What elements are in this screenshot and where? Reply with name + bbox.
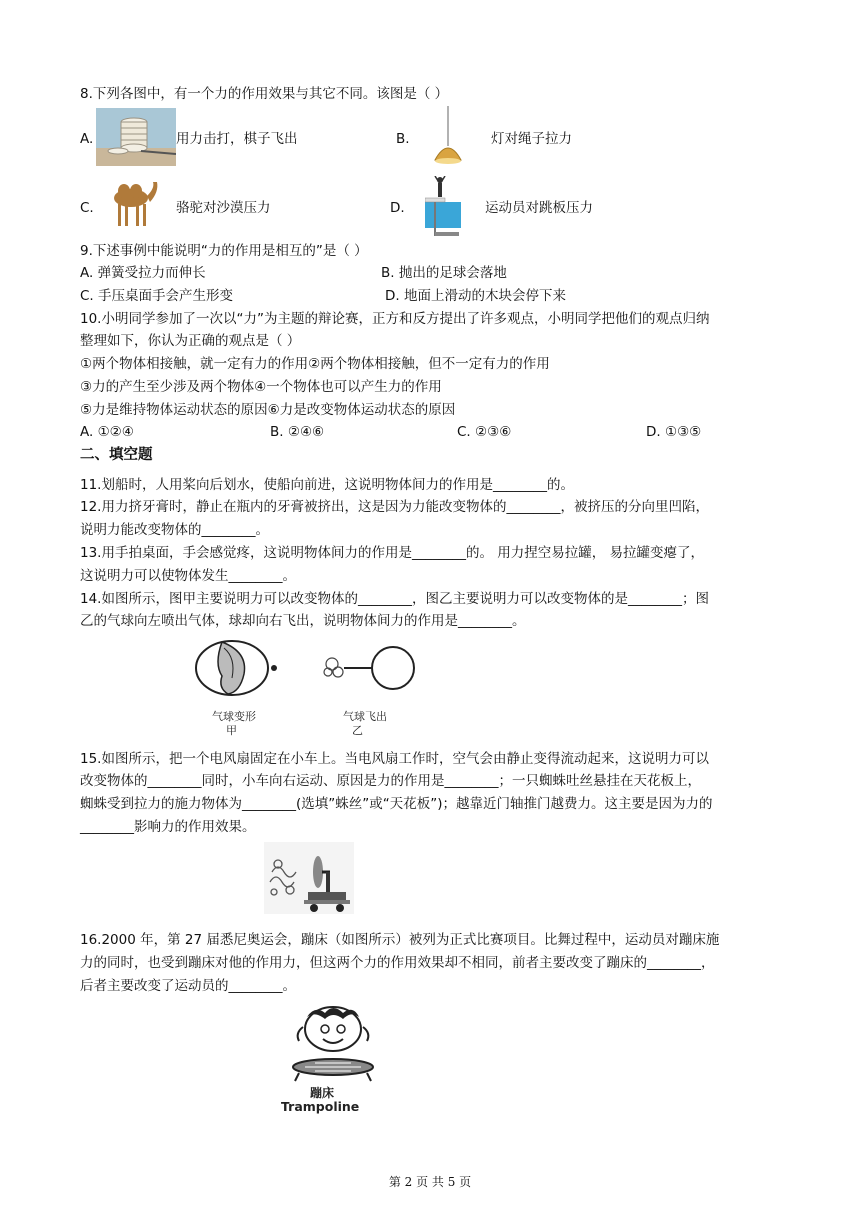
- q8-option-a-letter[interactable]: A.: [80, 131, 94, 147]
- q15-line3: 蜘蛛受到拉力的施力物体为________(选填”蛛丝”或“天花板”)；越靠近门轴推门越费力。这主要是因为力的: [80, 796, 713, 812]
- hanging-lamp-image: [425, 106, 471, 168]
- trampoline-image: [285, 1003, 381, 1083]
- q9-stem: 9.下述事例中能说明“力的作用是相互的”是（ ）: [80, 243, 368, 259]
- q14-caption-left: 气球变形: [212, 710, 256, 723]
- q9-option-a[interactable]: A. 弹簧受拉力而伸长: [80, 265, 206, 281]
- camel-image: [103, 178, 159, 230]
- q14-caption-right: 气球飞出: [343, 710, 387, 723]
- checkers-stack-image: [96, 108, 176, 166]
- q10-stem-line2: 整理如下，你认为正确的观点是（ ）: [80, 333, 301, 349]
- fan-cart-image: [264, 842, 354, 914]
- q13-line2: 这说明力可以使物体发生________。: [80, 568, 296, 584]
- q8-option-c-text: 骆驼对沙漠压力: [176, 200, 271, 216]
- q15-line2: 改变物体的________同时，小车向右运动、原因是力的作用是________；一只蜘蛛吐丝悬挂在天花板上，: [80, 773, 701, 789]
- q16-caption-chinese: 蹦床: [310, 1086, 335, 1100]
- q8-option-b-text: 灯对绳子拉力: [491, 131, 572, 147]
- q14-line1: 14.如图所示，图甲主要说明力可以改变物体的________，图乙主要说明力可以改变物体的是________；图: [80, 591, 709, 607]
- q10-statement-line2: ③力的产生至少涉及两个物体④一个物体也可以产生力的作用: [80, 379, 442, 395]
- page-footer: 第 2 页 共 5 页: [388, 1175, 472, 1189]
- q8-option-d-letter[interactable]: D.: [390, 200, 405, 216]
- q8-option-a-text: 用力击打，棋子飞出: [176, 131, 298, 147]
- q10-option-d[interactable]: D. ①③⑤: [646, 424, 702, 440]
- q13-line1: 13.用手拍桌面，手会感觉疼，这说明物体间力的作用是________的。 用力捏空易拉罐， 易拉罐变瘪了，: [80, 545, 705, 561]
- q10-statement-line3: ⑤力是维持物体运动状态的原因⑥力是改变物体运动状态的原因: [80, 402, 456, 418]
- q15-line1: 15.如图所示，把一个电风扇固定在小车上。当电风扇工作时，空气会由静止变得流动起来，这说明力可以: [80, 751, 709, 767]
- q14-line2: 乙的气球向左喷出气体，球却向右飞出，说明物体间力的作用是________。: [80, 613, 526, 629]
- q15-line4: ________影响力的作用效果。: [80, 819, 256, 835]
- q8-option-c-letter[interactable]: C.: [80, 200, 94, 216]
- q16-line1: 16.2000 年，第 27 届悉尼奥运会，蹦床（如图所示）被列为正式比赛项目。比舞过程中，运动员对蹦床施: [80, 932, 720, 948]
- q14-caption-right-label: 乙: [352, 724, 363, 737]
- q8-option-b-letter[interactable]: B.: [396, 131, 410, 147]
- q9-option-d[interactable]: D. 地面上滑动的木块会停下来: [385, 288, 566, 304]
- q16-caption-english: Trampoline: [281, 1099, 360, 1114]
- q16-line2: 力的同时，也受到蹦床对他的作用力，但这两个力的作用效果却不相同，前者主要改变了蹦床的________，: [80, 955, 715, 971]
- q8-stem: 8.下列各图中，有一个力的作用效果与其它不同。该图是（ ）: [80, 86, 449, 102]
- q16-line3: 后者主要改变了运动员的________。: [80, 978, 296, 994]
- q8-option-d-text: 运动员对跳板压力: [485, 200, 593, 216]
- diver-springboard-image: [425, 176, 461, 236]
- q14-caption-left-label: 甲: [226, 724, 237, 737]
- q10-stem-line1: 10.小明同学参加了一次以“力”为主题的辩论赛，正方和反方提出了许多观点，小明同学把他们的观点归纳: [80, 311, 710, 327]
- q9-option-b[interactable]: B. 抛出的足球会落地: [381, 265, 507, 281]
- q11-text: 11.划船时，人用桨向后划水，使船向前进，这说明物体间力的作用是________的。: [80, 477, 574, 493]
- balloon-figure-image: [188, 634, 420, 704]
- q9-option-c[interactable]: C. 手压桌面手会产生形变: [80, 288, 234, 304]
- q10-option-b[interactable]: B. ②④⑥: [270, 424, 325, 440]
- section-fill-in-title: 二、填空题: [80, 447, 153, 463]
- q10-statement-line1: ①两个物体相接触，就一定有力的作用②两个物体相接触，但不一定有力的作用: [80, 356, 550, 372]
- q10-option-c[interactable]: C. ②③⑥: [457, 424, 512, 440]
- q12-line2: 说明力能改变物体的________。: [80, 522, 269, 538]
- q12-line1: 12.用力挤牙膏时，静止在瓶内的牙膏被挤出，这是因为力能改变物体的________，被挤压的分向里凹陷，: [80, 499, 709, 515]
- q10-option-a[interactable]: A. ①②④: [80, 424, 134, 440]
